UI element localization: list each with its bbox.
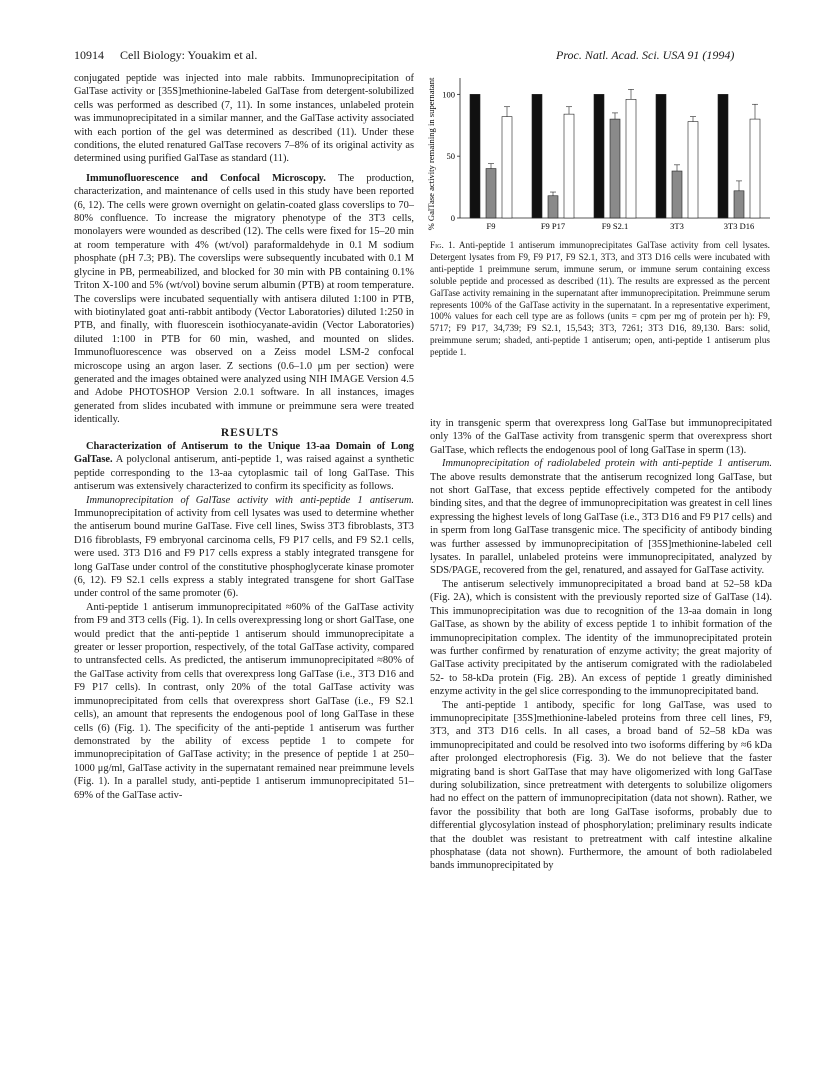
immunoprecipitation-paragraph xyxy=(74,494,414,601)
isoform-paragraph: The anti-peptide 1 antibody, specific for long GalTase, was used to immunoprecipitate [35S]methionine-labeled proteins from three cell lines, F9, 3T3, and 3T3 D16 cells. In all cases, a broad band of 52–58 kDa was immunoprecipitated and could be resolved into two isoforms differing by ≈6 kDa after prolonged electrophoresis (Fig. 3). We do not believe that the faster migrating band is short GalTase that may have oligomerized with long GalTase during solubilization, since pretreatment with detergents to solubilize oligomers had no effect on the pattern of immunoprecipitation (data not shown). Rather, we favor the possibility that both are long GalTase isoforms, probably due to differential glycosylation instead of phosphorylation; preliminary results indicate that the doublet was resistant to pretreatment with calf intestine alkaline phosphatase (data not shown). Furthermore, the amount of both radiolabeled bands immunoprecipitated by xyxy=(430,699,772,872)
bar-preimmune xyxy=(470,94,480,218)
y-tick-label: 50 xyxy=(446,151,455,162)
characterization-paragraph xyxy=(74,440,414,494)
results-paragraph: Anti-peptide 1 antiserum immunoprecipitated ≈60% of the GalTase activity from F9 and 3T3 cells (Fig. 1). In cells overexpressing long or short GalTase, one would predict that the anti-peptide 1 antiserum should immunoprecipitate a greater or lesser proportion, respectively, of the total GalTase activity, compared to untransfected cells. As predicted, the antiserum immunoprecipitated ≈80% of the GalTase activity from cells that overexpress long GalTase (i.e., 3T3 D16 and F9 P17 cells). In contrast, only 20% of the total GalTase activity was immunoprecipitated from cells that overexpress short GalTase (i.e., F9 S2.1 cells), an amount that represents the endogenous pool of long GalTase in these cells (6) (Fig. 1). The specificity of the anti-peptide 1 antiserum was further demonstrated by the ability of excess peptide 1 to compete for immunoprecipitation of GalTase activity; in the presence of peptide 1 at 250–1000 μg/ml, GalTase activity in the supernatant remained near preimmune levels (Fig. 1). In a parallel study, anti-peptide 1 antiserum immunoprecipitated 51–69% of the GalTase activ- xyxy=(74,601,414,801)
bar-antiserum xyxy=(548,196,558,218)
radiolabeled-paragraph xyxy=(430,457,772,578)
subsection-title: Immunoprecipitation of GalTase activity with anti-peptide 1 antiserum. xyxy=(86,494,414,506)
subsection-title: Immunoprecipitation of radiolabeled protein with anti-peptide 1 antiserum. xyxy=(442,458,772,470)
running-head-journal: Proc. Natl. Acad. Sci. USA 91 (1994) xyxy=(556,48,735,62)
bar-antiserum xyxy=(672,171,682,218)
bar-antiserum-peptide xyxy=(750,119,760,218)
x-tick-label: 3T3 xyxy=(670,221,684,231)
bar-antiserum-peptide xyxy=(564,114,574,218)
bar-antiserum xyxy=(610,119,620,218)
running-head-section: Cell Biology: Youakim et al. xyxy=(120,48,258,62)
results-heading: RESULTS xyxy=(220,426,280,439)
band-paragraph: The antiserum selectively immunoprecipitated a broad band at 52–58 kDa (Fig. 2A), which is consistent with the previously reported size of GalTase (14). This immunoprecipitation was due to recognition of the 13-aa domain in long GalTase, as shown by the ability of excess peptide 1 to inhibit formation of the immunoprecipitation complex. The identity of the immunoprecipitated protein was further confirmed by renaturation of enzyme activity; the great majority of GalTase activity precipitated by the antiserum comigrated with the radiolabeled 52- to 58-kDa protein (Fig. 2B). An excess of peptide 1 greatly diminished enzyme activity in the gel slice corresponding to the immunoprecipitated band. xyxy=(430,578,772,698)
figure-1 xyxy=(420,72,780,237)
methods-paragraph: conjugated peptide was injected into male rabbits. Immunoprecipitation of GalTase activity or [35S]methionine-labeled GalTase from detergent-solubilized cells was performed as described (7, 11). In some instances, unlabeled protein was immunoprecipitated in a similar manner, and the GalTase activity associated with each portion of the gel was determined as described (11). Under these conditions, the eluted renatured GalTase recovers 7–8% of its original activity as determined using purified GalTase as standard (11). xyxy=(74,73,414,165)
bar-antiserum-peptide xyxy=(502,117,512,218)
caption-text: Anti-peptide 1 antiserum immunoprecipitates GalTase activity from cell lysates. Detergent lysates from F9, F9 P17, F9 S2.1, 3T3, and 3T3 D16 cells were incubated with anti-peptide 1 preimmune serum, immune serum, or immune serum containing excess soluble peptide and processed as described (11). The results are expressed as the percent GalTase activity remaining in the supernatant after immunoprecipitation. Preimmune serum represents 100% of the GalTase activity in the supernatant. In a representative experiment, 100% values for each cell type are as follows (units = cpm per mg of protein per h): F9, 5717; F9 P17, 34,739; F9 S2.1, 15,543; 3T3, 7261; 3T3 D16, 89,130. Bars: solid, preimmune serum; shaded, anti-peptide 1 antiserum; open, anti-peptide 1 antiserum plus peptide 1. xyxy=(430,240,770,358)
left-column xyxy=(74,72,414,802)
immunofluorescence-paragraph xyxy=(74,172,414,427)
paragraph-body: The production, characterization, and maintenance of cells used in this study have been reported (6, 12). The cells were grown overnight on gelatin-coated glass coverslips to 70–80% confluence. To increase the migratory phenotype of the 3T3 cells, monolayers were wounded as described (12). The cells were fixed for 15–20 min at room temperature with 4% (wt/vol) paraformaldehyde in 0.1 M sodium phosphate (pH 7.3; PB). The coverslips were subsequently incubated with 0.1 M glycine in PB, permeabilized, and blocked for 30 min with PB containing 0.1% Triton X-100 and 5% (wt/vol) bovine serum albumin (PTB) at room temperature. The coverslips were incubated sequentially with antisera diluted 1:100 in PTB, with biotinylated goat anti-rabbit antibody (Vector Laboratories) diluted 1:250 in PTB, and finally, with fluorescein isothiocyanate-avidin (Vector Laboratories) diluted 1:100 in PTB for 60 min, washed, and mounted on slides. Immunofluorescence was observed on a Zeiss model LSM-2 confocal microscope using an argon laser. Z sections (0.6–1.0 μm per section) were generated and the images obtained were analyzed using NIH IMAGE Version 4.5 and Adobe PHOTOSHOP Version 2.0.1 software. In all instances, images generated from slides incubated with immune or preimmune sera were treated identically. xyxy=(74,172,414,426)
continuation-paragraph: ity in transgenic sperm that overexpress long GalTase but immunoprecipitated only 13% of the GalTase activity from transgenic sperm that overexpress short GalTase, which reflects the endogenous pool of long GalTase in sperm (13). xyxy=(430,418,772,456)
y-tick-label: 100 xyxy=(442,89,455,100)
figure-caption xyxy=(430,240,770,359)
x-tick-label: 3T3 D16 xyxy=(723,221,755,231)
bar-preimmune xyxy=(532,94,542,218)
x-tick-label: F9 S2.1 xyxy=(601,221,629,231)
bar-preimmune xyxy=(594,94,604,218)
bar-antiserum-peptide xyxy=(688,122,698,218)
paragraph-body: Immunoprecipitation of activity from cell lysates was used to determine whether the antiserum bound murine GalTase. Five cell lines, Swiss 3T3 fibroblasts, 3T3 D16 fibroblasts, F9 embryonal carcinoma cells, F9 P17 cells, and F9 S2.1 cells, were used. 3T3 D16 and F9 P17 cells express a stably integrated transgene for long GalTase under control of the constitutive phosphoglycerate kinase promoter (6, 12). F9 S2.1 cells express a stably integrated transgene for short GalTase under control of the same promoter (6). xyxy=(74,508,414,600)
bar-preimmune xyxy=(656,94,666,218)
x-tick-label: F9 xyxy=(486,221,496,231)
section-title: Immunofluorescence and Confocal Microscopy. xyxy=(86,172,326,184)
paragraph-body: A polyclonal antiserum, anti-peptide 1, was raised against a synthetic peptide corresponding to the 13-aa cytoplasmic tail of long GalTase. This antiserum was extensively characterized to confirm its specificity as follows. xyxy=(74,454,414,493)
y-tick-label: 0 xyxy=(450,213,455,223)
section-title: Characterization of Antiserum to the Unique 13-aa Domain of Long GalTase. xyxy=(74,440,414,466)
bar-preimmune xyxy=(718,94,728,218)
bar-chart xyxy=(420,72,780,237)
page-number: 10914 xyxy=(74,48,104,62)
bar-antiserum xyxy=(486,169,496,218)
x-tick-label: F9 P17 xyxy=(540,221,566,231)
bar-antiserum xyxy=(734,191,744,218)
y-axis-label: % GalTase activity remaining in supernatant xyxy=(426,77,436,231)
paragraph-body: The above results demonstrate that the antiserum recognized long GalTase, but not short GalTase, that excess peptide effectively competed for the antibody binding sites, and that the degree of immunoprecipitation was greatest in cell lines expressing the highest levels of long GalTase (i.e., 3T3 D16 and F9 P17 cells) and in sperm from long GalTase transgenic mice. The specificity of antibody binding was further assessed by immunoprecipitation of [35S]methionine-labeled cell lysates. In parallel, unlabeled proteins were immunoprecipitated, analyzed by SDS/PAGE, recovered from the gel, renatured, and assayed for GalTase activity. xyxy=(430,471,772,577)
right-column xyxy=(430,417,772,873)
bar-series xyxy=(470,89,760,218)
caption-lead: Fig. 1. xyxy=(430,240,455,250)
x-axis-tick-labels xyxy=(487,221,755,231)
bar-antiserum-peptide xyxy=(626,99,636,218)
